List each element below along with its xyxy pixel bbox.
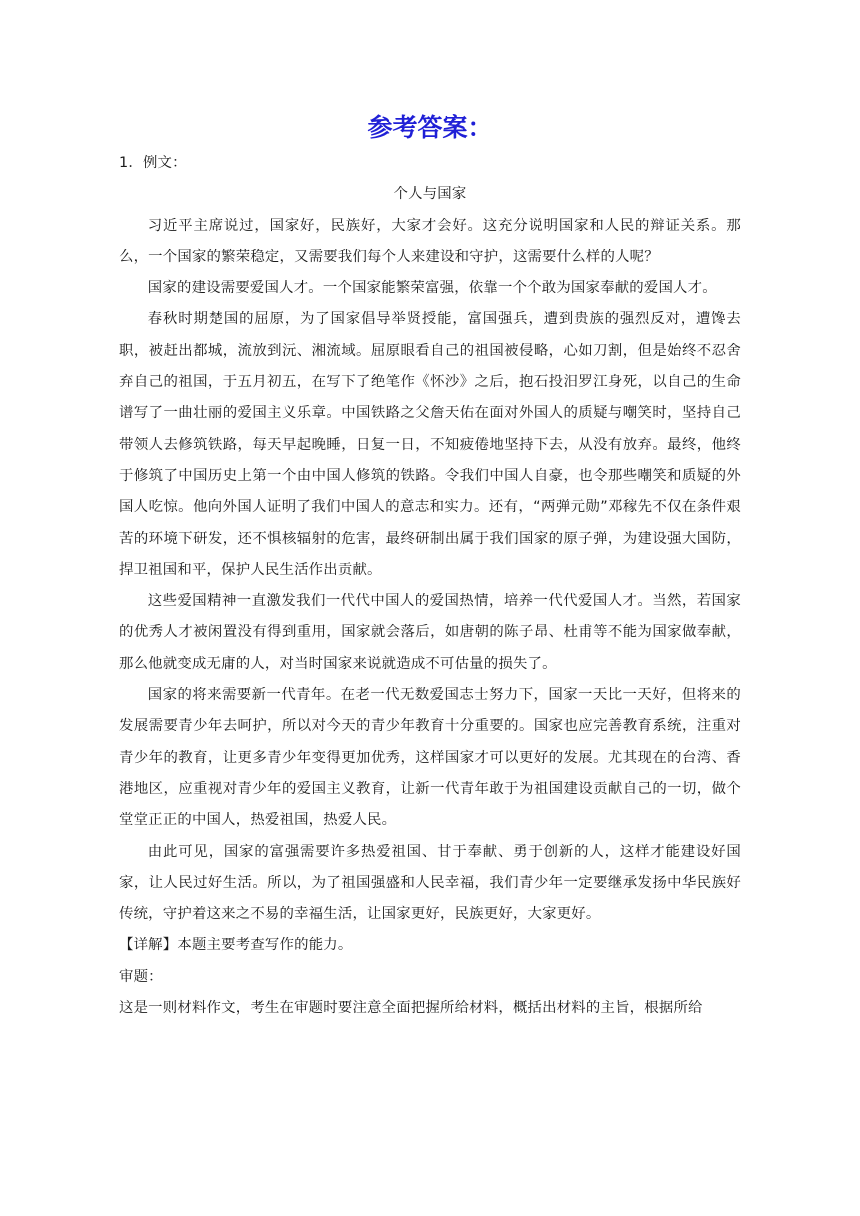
review-label: 审题：	[119, 968, 163, 985]
answer-heading: 参考答案：	[367, 113, 493, 142]
essay-paragraph-1: 习近平主席说过，国家好，民族好，大家才会好。这充分说明国家和人民的辩证关系。那么，一个国家的繁荣稳定，又需要我们每个人来建设和守护，这需要什么样的人呢？	[119, 217, 741, 265]
essay-paragraph-5: 国家的将来需要新一代青年。在老一代无数爱国志士努力下，国家一天比一天好，但将来的发展需要青少年去呵护，所以对今天的青少年教育十分重要的。国家也应完善教育系统，注重对青少年的教育，让更多青少年变得更加优秀，这样国家才可以更好的发展。尤其现在的台湾、香港地区，应重视对青少年的爱国主义教育，让新一代青年敢于为祖国建设贡献自己的一切，做个堂堂正正的中国人，热爱祖国，热爱人民。	[119, 687, 741, 829]
answer-content	[119, 148, 741, 1024]
essay-paragraph-3: 春秋时期楚国的屈原，为了国家倡导举贤授能，富国强兵，遭到贵族的强烈反对，遭馋去职，被赶出都城，流放到沅、湘流域。屈原眼看自己的祖国被侵略，心如刀割，但是始终不忍舍弃自己的祖国，于五月初五，在写下了绝笔作《怀沙》之后，抱石投汨罗江身死，以自己的生命谱写了一曲壮丽的爱国主义乐章。中国铁路之父詹天佑在面对外国人的质疑与嘲笑时，坚持自己带领人去修筑铁路，每天早起晚睡，日复一日，不知疲倦地坚持下去，从没有放弃。最终，他终于修筑了中国历史上第一个由中国人修筑的铁路。令我们中国人自豪，也令那些嘲笑和质疑的外国人吃惊。他向外国人证明了我们中国人的意志和实力。还有，“两弹元勋”邓稼先不仅在条件艰苦的环境下研发，还不惧核辐射的危害，最终研制出属于我们国家的原子弹，为建设强大国防，捍卫祖国和平，保护人民生活作出贡献。	[119, 311, 741, 578]
essay-title: 个人与国家	[393, 186, 467, 203]
detail-text: 本题主要考查写作的能力。	[177, 937, 353, 954]
item-number: 1．例文：	[119, 155, 187, 171]
review-text: 这是一则材料作文，考生在审题时要注意全面把握所给材料，概括出材料的主旨，根据所给	[119, 1000, 703, 1017]
detail-line	[119, 930, 741, 961]
essay-paragraph-4: 这些爱国精神一直激发我们一代代中国人的爱国热情，培养一代代爱国人才。当然，若国家的优秀人才被闲置没有得到重用，国家就会落后，如唐朝的陈子昂、杜甫等不能为国家做奉献，那么他就变成无庸的人，对当时国家来说就造成不可估量的损失了。	[119, 593, 741, 672]
essay-paragraph-2: 国家的建设需要爱国人才。一个国家能繁荣富强，依靠一个个敢为国家奉献的爱国人才。	[147, 280, 717, 297]
essay-paragraph-6: 由此可见，国家的富强需要许多热爱祖国、甘于奉献、勇于创新的人，这样才能建设好国家，让人民过好生活。所以，为了祖国强盛和人民幸福，我们青少年一定要继承发扬中华民族好传统，守护着这来之不易的幸福生活，让国家更好，民族更好，大家更好。	[119, 843, 741, 923]
detail-label: 【详解】	[119, 937, 178, 954]
